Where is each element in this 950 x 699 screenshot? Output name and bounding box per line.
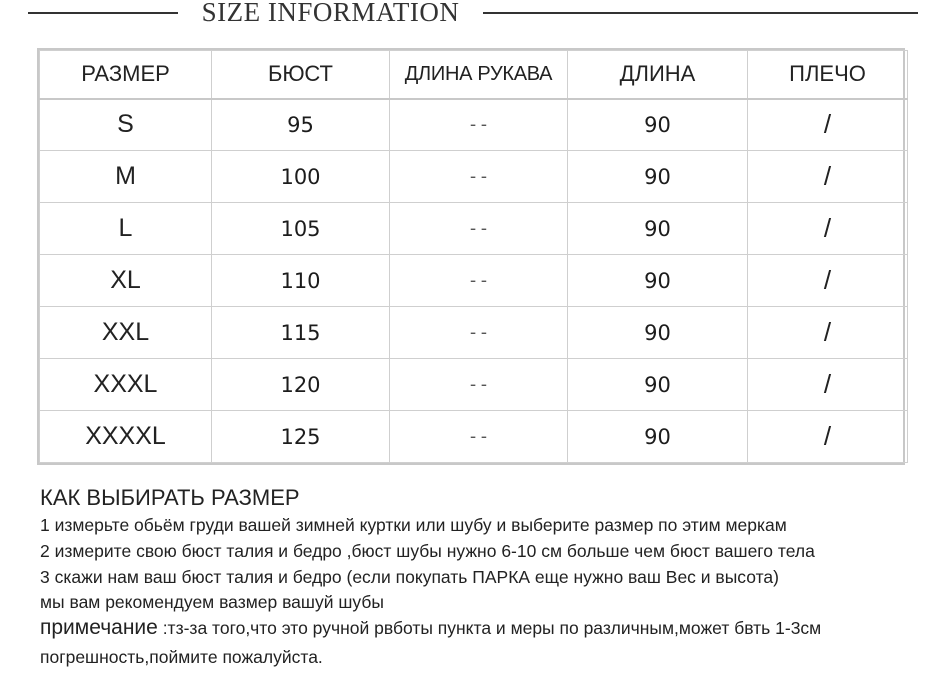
sleeve-length-cell: --: [390, 99, 568, 151]
shoulder-cell: /: [748, 255, 908, 307]
length-cell: 90: [568, 307, 748, 359]
note: [40, 614, 940, 644]
shoulder-cell: /: [748, 203, 908, 255]
size-cell: XXXL: [40, 359, 212, 411]
instruction-step-2: 2 измерите свою бюст талия и бедро ,бюст шубы нужно 6-10 см больше чем бюст вашего тела: [40, 541, 815, 561]
length-cell: 90: [568, 255, 748, 307]
length-cell: 90: [568, 151, 748, 203]
table-row: [40, 99, 908, 151]
size-cell: XXL: [40, 307, 212, 359]
note-continuation: погрешность,поймите пожалуйста.: [40, 647, 323, 667]
length-cell: 90: [568, 411, 748, 463]
length-cell: 90: [568, 203, 748, 255]
table-row: [40, 307, 908, 359]
size-table-container: [37, 48, 905, 465]
bust-cell: 120: [212, 359, 390, 411]
header-rule-left: [28, 12, 178, 14]
column-header-sleeve-length: ДЛИНА РУКАВА: [390, 51, 568, 99]
header-rule-right: [483, 12, 918, 14]
length-cell: 90: [568, 99, 748, 151]
bust-cell: 125: [212, 411, 390, 463]
size-cell: XL: [40, 255, 212, 307]
size-instructions: [40, 484, 940, 670]
shoulder-cell: /: [748, 411, 908, 463]
size-information-header: [28, 0, 918, 26]
size-cell: L: [40, 203, 212, 255]
sleeve-length-cell: --: [390, 255, 568, 307]
bust-cell: 100: [212, 151, 390, 203]
sleeve-length-cell: --: [390, 411, 568, 463]
shoulder-cell: /: [748, 359, 908, 411]
table-row: [40, 411, 908, 463]
table-row: [40, 151, 908, 203]
shoulder-cell: /: [748, 151, 908, 203]
section-title: SIZE INFORMATION: [201, 0, 460, 27]
instruction-recommendation: мы вам рекомендуем вазмер вашуй шубы: [40, 592, 384, 612]
size-cell: M: [40, 151, 212, 203]
bust-cell: 110: [212, 255, 390, 307]
size-cell: XXXXL: [40, 411, 212, 463]
bust-cell: 115: [212, 307, 390, 359]
sleeve-length-cell: --: [390, 203, 568, 255]
size-cell: S: [40, 99, 212, 151]
table-row: [40, 255, 908, 307]
column-header-length: ДЛИНА: [568, 51, 748, 99]
note-text: :тз-за того,что это ручной рвботы пункта и меры по различным,может бвть 1-3см: [157, 618, 822, 638]
shoulder-cell: /: [748, 99, 908, 151]
size-table: [39, 50, 908, 463]
bust-cell: 95: [212, 99, 390, 151]
table-header-row: [40, 51, 908, 99]
note-label: примечание: [40, 616, 158, 639]
sleeve-length-cell: --: [390, 359, 568, 411]
sleeve-length-cell: --: [390, 307, 568, 359]
column-header-bust: БЮСТ: [212, 51, 390, 99]
instructions-heading: КАК ВЫБИРАТЬ РАЗМЕР: [40, 485, 300, 510]
instruction-step-3: 3 скажи нам ваш бюст талия и бедро (если покупать ПАРКА еще нужно ваш Вес и высота): [40, 567, 779, 587]
sleeve-length-cell: --: [390, 151, 568, 203]
length-cell: 90: [568, 359, 748, 411]
bust-cell: 105: [212, 203, 390, 255]
table-row: [40, 203, 908, 255]
instruction-step-1: 1 измерьте обьём груди вашей зимней куртки или шубу и выберите размер по этим меркам: [40, 515, 787, 535]
column-header-shoulder: ПЛЕЧО: [748, 51, 908, 99]
column-header-size: РАЗМЕР: [40, 51, 212, 99]
shoulder-cell: /: [748, 307, 908, 359]
table-row: [40, 359, 908, 411]
